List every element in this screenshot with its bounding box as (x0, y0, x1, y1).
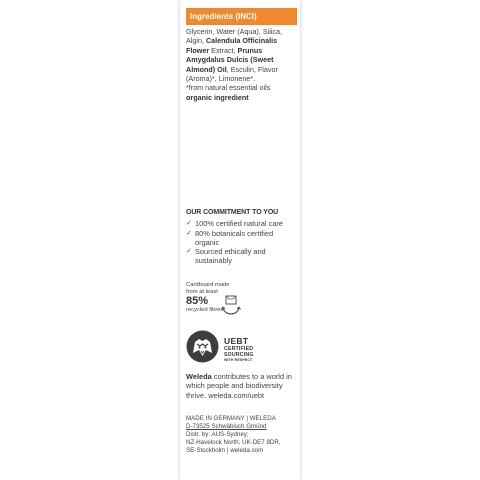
ingredients-text-2: Extract, (209, 45, 238, 55)
distributor-line: NZ-Havelock North; UK-DE7 8DR, (186, 439, 281, 446)
contribution-text (186, 372, 298, 400)
uebt-name: UEBT (224, 336, 249, 346)
contribution-body: contributes to a world in which people and biodiversity thrive. (186, 372, 292, 400)
uebt-logo-icon (186, 330, 219, 363)
cardboard-info (186, 282, 298, 322)
check-icon: ✓ (186, 248, 192, 256)
uebt-line-certified: CERTIFIED (224, 346, 254, 352)
uebt-line-respect: WITH RESPECT (224, 358, 253, 362)
ingredients-note: *from natural essential oils (186, 83, 271, 93)
check-icon: ✓ (186, 220, 192, 228)
made-in-line: MADE IN GERMANY | WELEDA (186, 415, 276, 422)
commitment-item (186, 219, 298, 228)
commitment-item-text: 100% certified natural care (195, 219, 283, 229)
uebt-certification (186, 328, 298, 368)
ingredients-text-1: Glycerin, Water (Aqua), Silica, Algin, (186, 27, 282, 46)
commitment-item (186, 229, 298, 248)
uebt-url: weleda.com/uebt (208, 390, 265, 400)
packaging-panel (180, 0, 300, 480)
recycle-icon (220, 294, 242, 316)
manufacturer-info (186, 415, 298, 455)
commitment-title: OUR COMMITMENT TO YOU (186, 209, 279, 216)
commitment-section (186, 208, 298, 266)
cardboard-label: Cardboard made from at least (186, 282, 230, 295)
distributor-line: SE-Stockholm | weleda.com (186, 447, 264, 454)
cardboard-percent: 85% (186, 295, 209, 308)
check-icon: ✓ (186, 229, 192, 237)
ingredients-header: Ingredients (INCI) (186, 8, 297, 25)
commitment-item-text: 80% botanicals certified organic (195, 228, 274, 247)
uebt-line-sourcing: SOURCING (224, 352, 254, 358)
distributor-line: Distr. by: AUS-Sydney; (186, 431, 249, 438)
cardboard-fibres: recycled fibres (186, 307, 224, 314)
ingredients-list (186, 27, 296, 102)
brand-name: Weleda (186, 372, 212, 381)
ingredients-text-3: , Esculin, Flavor (Aroma)*, Limonene*. (186, 64, 278, 84)
ingredients-bold-2: Prunus Amygdalus Dulcis (Sweet Almond) Oil (186, 45, 274, 74)
ingredients-bold-1: Calendula Officinalis Flower (186, 36, 278, 55)
organic-ingredient-label: organic ingredient (186, 92, 249, 102)
address-line: D-73525 Schwäbisch Gmünd (186, 423, 267, 430)
commitment-item-text: Sourced ethically and sustainably (195, 247, 266, 266)
commitment-item (186, 247, 298, 266)
